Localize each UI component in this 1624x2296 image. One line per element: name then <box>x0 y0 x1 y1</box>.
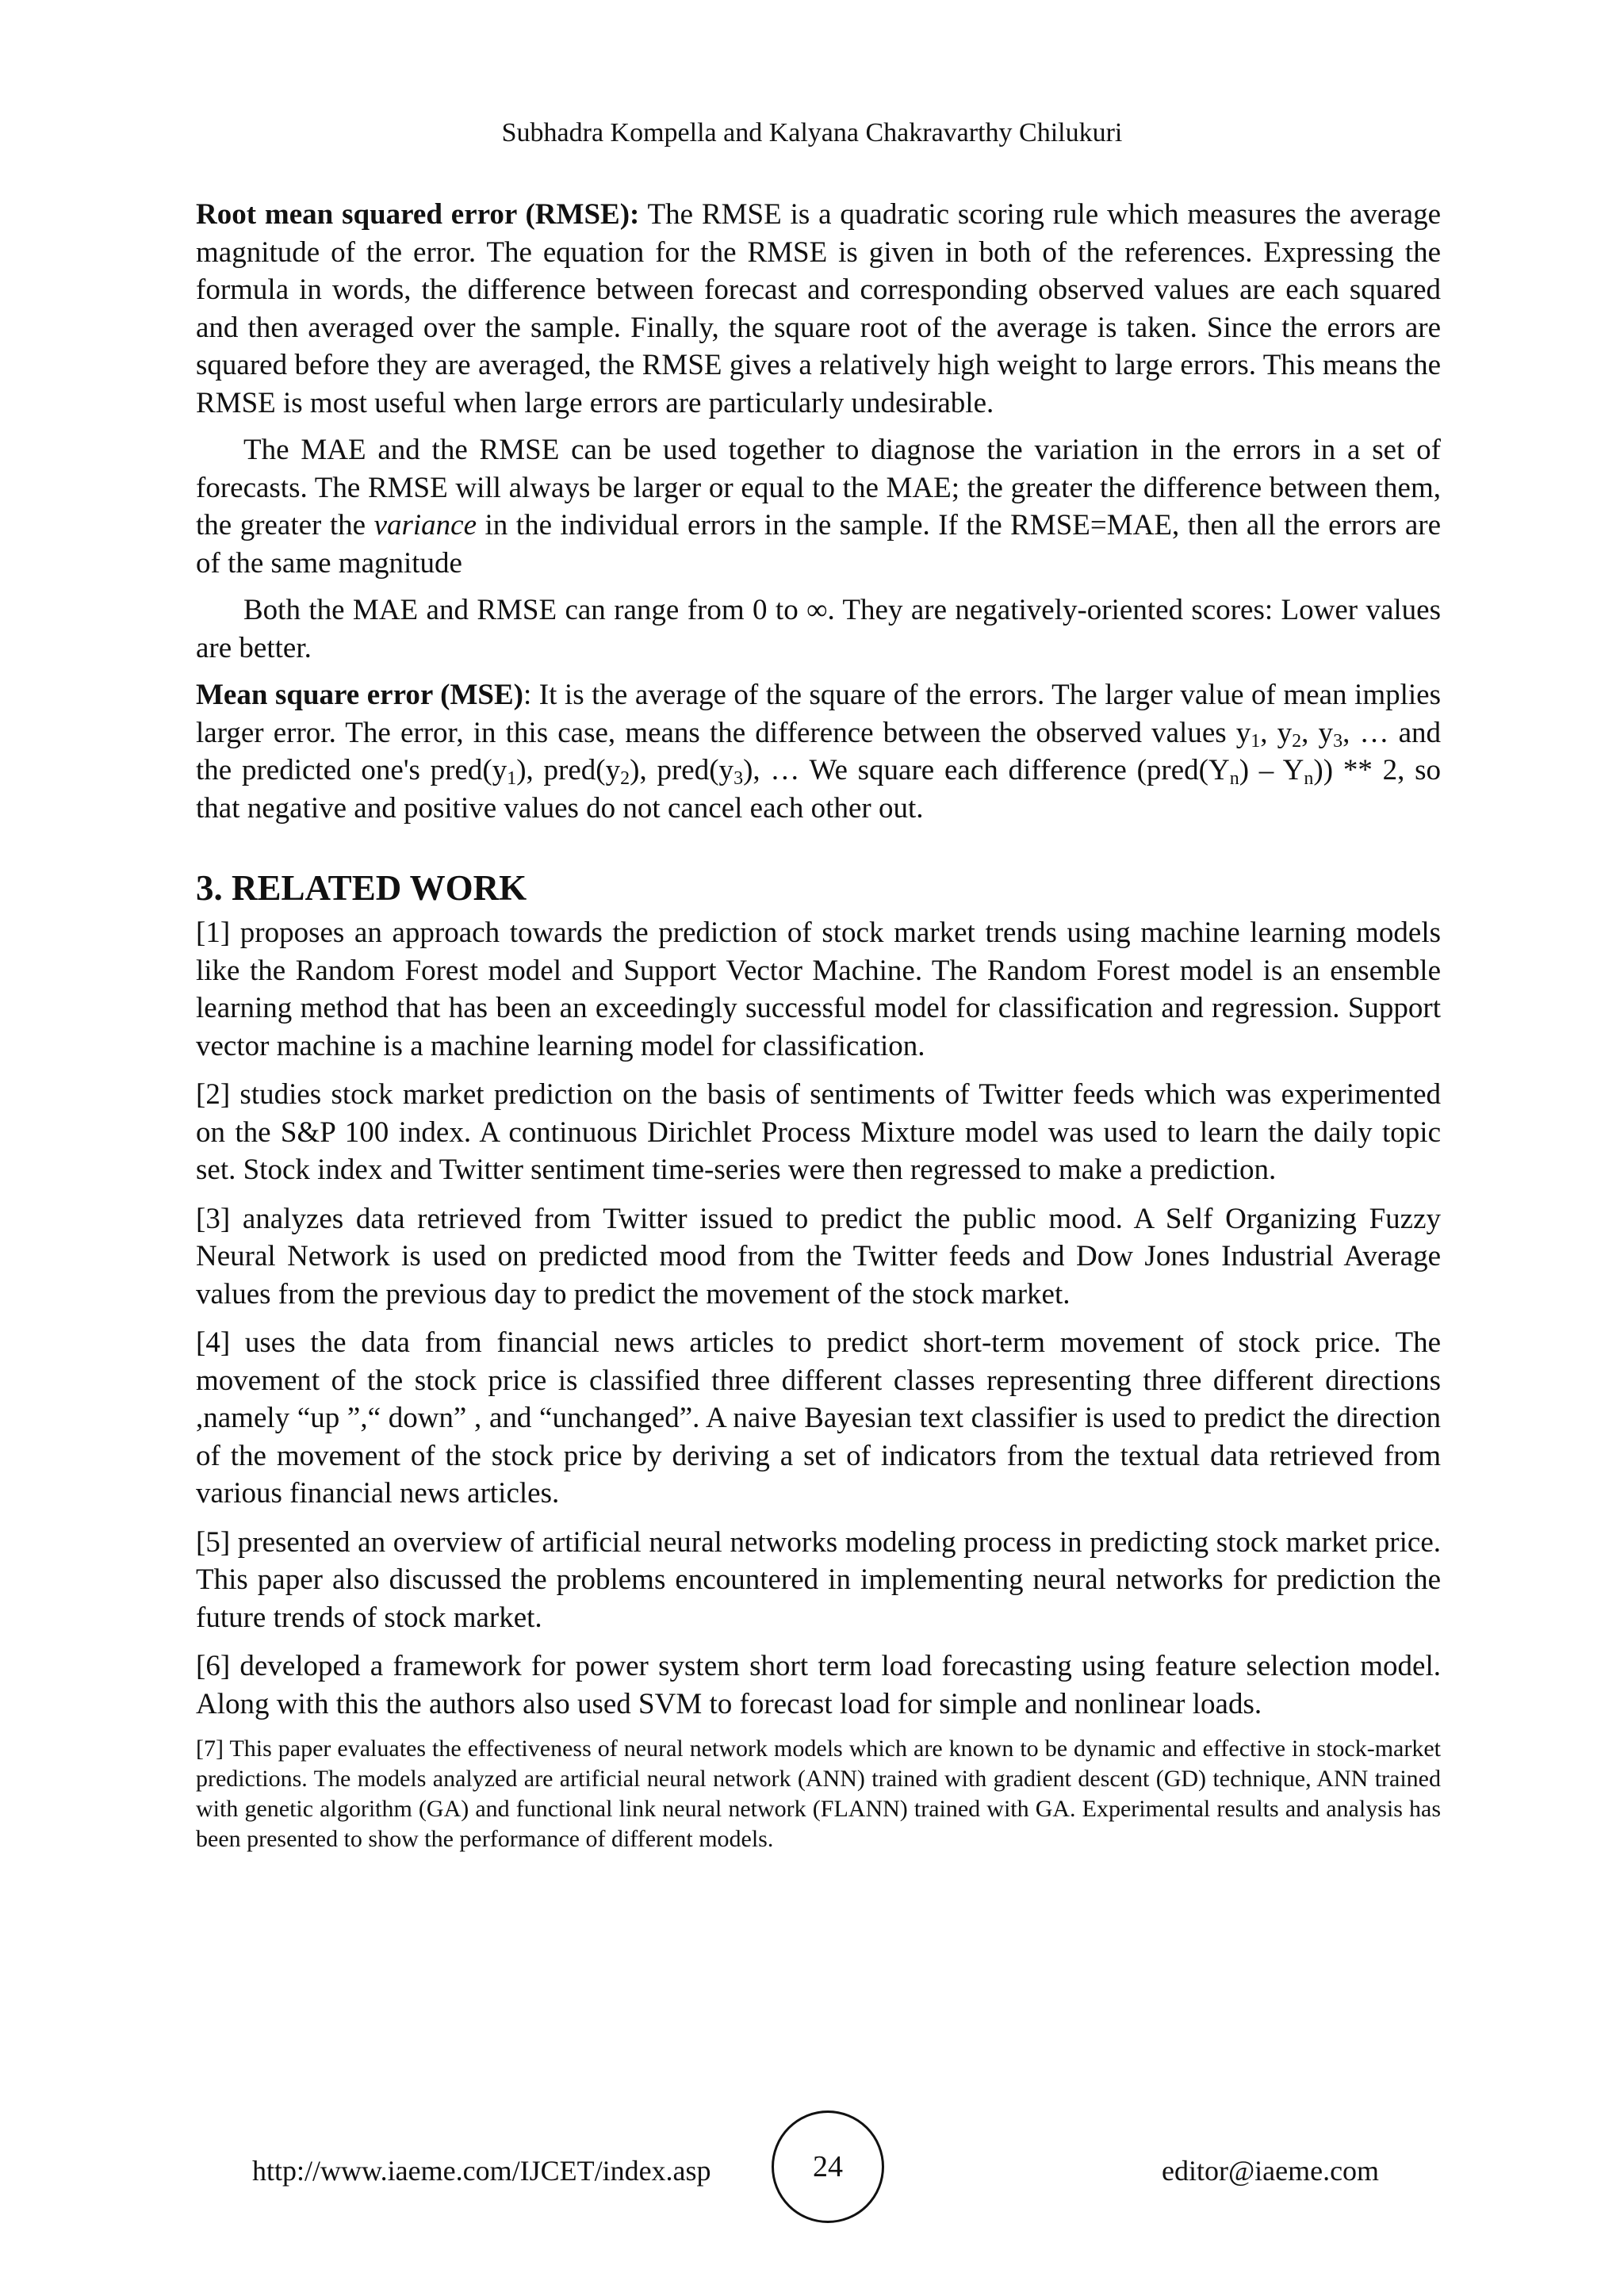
mse-text: : It is the average of the square of the errors. The larger value of mean implies larger error. The error, in this case, means the difference between the observed values y <box>196 679 1441 749</box>
mse-text: ), pred(y <box>630 754 734 786</box>
mse-text: ), … We square each difference (pred(Y <box>743 754 1230 786</box>
rmse-text: The RMSE is a quadratic scoring rule which measures the average magnitude of the error. The equation for the RMSE is given in both of the references. Expressing the formula in words, the difference between forecast and corresponding observed values are each squared and then averaged over the sample. Finally, the square root of the average is taken. Since the errors are squared before they are averaged, the RMSE gives a relatively high weight to large errors. This means the RMSE is most useful when large errors are particularly undesirable. <box>196 198 1442 419</box>
mae-rmse-paragraph <box>196 431 1441 582</box>
mse-term: Mean square error (MSE) <box>196 679 523 711</box>
main-text-column <box>196 196 1441 1854</box>
related-work-paragraph-3: [3] analyzes data retrieved from Twitter issued to predict the public mood. A Self Organizing Fuzzy Neural Network is used on predicted mood from the Twitter feeds and Dow Jones Industrial Average values from the previous day to predict the movement of the stock market. <box>196 1202 1441 1311</box>
subscript: n <box>1229 768 1239 789</box>
subscript: 3 <box>733 768 744 789</box>
mae-rmse-text-2: in the individual errors in the sample. If the RMSE=MAE, then all the errors are of the same magnitude <box>196 509 1442 580</box>
mse-text: , y <box>1301 716 1334 749</box>
mae-rmse-italic-term: variance <box>373 509 477 541</box>
subscript: 1 <box>507 768 517 789</box>
related-work-paragraph-4: [4] uses the data from financial news articles to predict short-term movement of stock price. The movement of the stock price is classified three different classes representing three different directions ,namely “up ”,“ down” , and “unchanged”. A naive Bayesian text classifier is used to predict the direction of the movement of the stock price by deriving a set of indicators from the textual data retrieved from various financial news articles. <box>196 1326 1441 1510</box>
mse-text: , y <box>1260 716 1293 749</box>
mse-paragraph <box>196 676 1441 827</box>
mse-text: , … and the predicted one's pred(y <box>196 716 1442 786</box>
related-work-paragraph-7: [7] This paper evaluates the effectiveness of neural network models which are known to be dynamic and effective in stock-market predictions. The models analyzed are artificial neural network (ANN) trained with gradient descent (GD) technique, ANN trained with genetic algorithm (GA) and functional link neural network (FLANN) trained with GA. Experimental results and analysis has been presented to show the performance of different models. <box>196 1735 1441 1852</box>
rmse-term: Root mean squared error (RMSE): <box>196 198 640 231</box>
subscript: n <box>1304 768 1314 789</box>
range-paragraph: Both the MAE and RMSE can range from 0 to ∞. They are negatively-oriented scores: Lower values are better. <box>196 594 1441 664</box>
subscript: 2 <box>620 768 630 789</box>
mse-text: ), pred(y <box>516 754 621 786</box>
related-work-paragraph-5: [5] presented an overview of artificial neural networks modeling process in predicting stock market price. This paper also discussed the problems encountered in implementing neural networks for prediction the future trends of stock market. <box>196 1525 1441 1634</box>
rmse-paragraph <box>196 196 1441 422</box>
subscript: 2 <box>1292 730 1302 752</box>
related-work-paragraph-6: [6] developed a framework for power system short term load forecasting using feature selection model. Along with this the authors also used SVM to forecast load for simple and nonlinear loads. <box>196 1650 1441 1720</box>
mse-text: ) – Y <box>1239 754 1304 786</box>
page-number: 24 <box>772 2110 884 2223</box>
mse-text: )) ** 2, so that negative and positive values do not cancel each other out. <box>196 754 1442 825</box>
mae-rmse-text-1: The MAE and the RMSE can be used together to diagnose the variation in the errors in a set of forecasts. The RMSE will always be larger or equal to the MAE; the greater the difference between them, the greater the <box>196 434 1441 541</box>
page-footer <box>0 2110 1624 2229</box>
subscript: 1 <box>1251 730 1261 752</box>
subscript: 3 <box>1333 730 1343 752</box>
section-heading: 3. RELATED WORK <box>196 868 527 908</box>
related-work-paragraph-1: [1] proposes an approach towards the prediction of stock market trends using machine learning models like the Random Forest model and Support Vector Machine. The Random Forest model is an ensemble learning method that has been an exceedingly successful model for classification and regression. Support vector machine is a machine learning model for classification. <box>196 916 1441 1062</box>
related-work-paragraph-2: [2] studies stock market prediction on the basis of sentiments of Twitter feeds which was experimented on the S&P 100 index. A continuous Dirichlet Process Mixture model was used to learn the daily topic set. Stock index and Twitter sentiment time-series were then regressed to make a prediction. <box>196 1078 1441 1186</box>
running-header: Subhadra Kompella and Kalyana Chakravarthy Chilukuri <box>501 118 1123 147</box>
journal-url-link[interactable]: http://www.iaeme.com/IJCET/index.asp <box>252 2155 711 2187</box>
editor-email-link[interactable]: editor@iaeme.com <box>1162 2155 1380 2187</box>
